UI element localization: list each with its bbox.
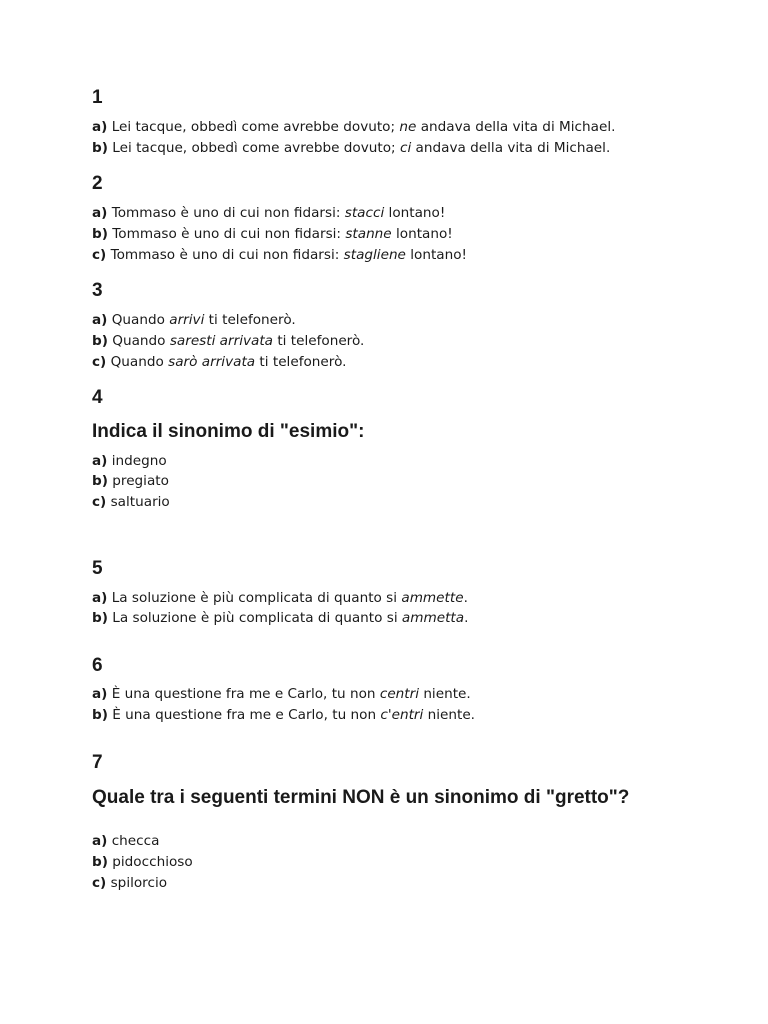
option-letter: b): [92, 473, 108, 489]
option-text-italic: saresti arrivata: [169, 333, 274, 349]
option-letter: c): [92, 875, 107, 891]
question-number: 3: [92, 280, 103, 301]
option-text-italic: centri: [379, 686, 419, 702]
option-c: [92, 492, 170, 512]
option-a: [92, 588, 468, 608]
option-letter: b): [92, 140, 108, 156]
option-letter: b): [92, 854, 108, 870]
option-a: [92, 831, 159, 851]
option-text-before: Tommaso è uno di cui non fidarsi:: [107, 226, 346, 242]
option-text-before: Lei tacque, obbedì come avrebbe dovuto;: [107, 119, 400, 135]
option-b: [92, 331, 364, 351]
option-letter: a): [92, 590, 108, 606]
option-text-italic: ammetta: [401, 610, 465, 626]
question-number: 6: [92, 655, 103, 676]
option-text-italic: ci: [399, 140, 412, 156]
question-number: 1: [92, 87, 103, 108]
option-text-after: ti telefonerò.: [255, 354, 347, 370]
option-a: [92, 684, 471, 704]
option-text-before: Quando: [106, 354, 169, 370]
option-b: [92, 138, 610, 158]
option-text-italic: c'entri: [380, 707, 424, 723]
option-text-after: andava della vita di Michael.: [411, 140, 611, 156]
option-letter: b): [92, 226, 108, 242]
option-text-before: spilorcio: [106, 875, 168, 891]
option-text-after: lontano!: [384, 205, 446, 221]
option-text-italic: stacci: [344, 205, 385, 221]
option-letter: a): [92, 833, 108, 849]
option-letter: a): [92, 119, 108, 135]
question-prompt: Indica il sinonimo di "esimio":: [92, 421, 365, 442]
option-text-after: .: [463, 590, 468, 606]
question-number: 5: [92, 558, 103, 579]
option-text-after: ti telefonerò.: [204, 312, 296, 328]
option-c: [92, 245, 467, 265]
option-text-after: ti telefonerò.: [273, 333, 365, 349]
option-letter: c): [92, 354, 107, 370]
option-letter: a): [92, 205, 108, 221]
option-text-italic: stagliene: [343, 247, 406, 263]
option-text-before: È una questione fra me e Carlo, tu non: [107, 686, 380, 702]
option-text-italic: ne: [399, 119, 417, 135]
option-a: [92, 451, 167, 471]
option-letter: b): [92, 333, 108, 349]
option-text-italic: arrivi: [169, 312, 205, 328]
option-text-after: lontano!: [391, 226, 453, 242]
option-text-after: andava della vita di Michael.: [416, 119, 616, 135]
option-text-before: Tommaso è uno di cui non fidarsi:: [106, 247, 344, 263]
option-text-before: La soluzione è più complicata di quanto si: [107, 610, 402, 626]
option-c: [92, 873, 167, 893]
option-a: [92, 117, 615, 137]
option-letter: a): [92, 686, 108, 702]
option-letter: b): [92, 707, 108, 723]
question-number: 7: [92, 752, 103, 773]
option-b: [92, 608, 468, 628]
option-text-italic: stanne: [345, 226, 392, 242]
option-b: [92, 471, 169, 491]
option-c: [92, 352, 346, 372]
question-number: 4: [92, 387, 103, 408]
option-letter: b): [92, 610, 108, 626]
option-text-before: Quando: [107, 333, 170, 349]
question-number: 2: [92, 173, 103, 194]
option-letter: c): [92, 494, 107, 510]
option-text-after: lontano!: [405, 247, 468, 263]
option-text-italic: sarò arrivata: [168, 354, 256, 370]
option-text-before: saltuario: [106, 494, 170, 510]
option-text-before: È una questione fra me e Carlo, tu non: [107, 707, 381, 723]
option-text-before: Quando: [107, 312, 170, 328]
option-text-before: Lei tacque, obbedì come avrebbe dovuto;: [107, 140, 400, 156]
option-letter: c): [92, 247, 107, 263]
option-letter: a): [92, 312, 108, 328]
option-b: [92, 224, 453, 244]
option-text-before: checca: [107, 833, 160, 849]
option-b: [92, 852, 193, 872]
option-b: [92, 705, 475, 725]
option-text-italic: ammette: [401, 590, 464, 606]
option-a: [92, 310, 296, 330]
option-text-before: pidocchioso: [107, 854, 193, 870]
option-text-after: niente.: [419, 686, 471, 702]
option-text-before: Tommaso è uno di cui non fidarsi:: [107, 205, 345, 221]
option-text-before: indegno: [107, 453, 167, 469]
option-letter: a): [92, 453, 108, 469]
question-prompt: Quale tra i seguenti termini NON è un sinonimo di "gretto"?: [92, 787, 630, 808]
option-a: [92, 203, 445, 223]
option-text-before: pregiato: [107, 473, 169, 489]
option-text-before: La soluzione è più complicata di quanto si: [107, 590, 402, 606]
option-text-after: .: [464, 610, 469, 626]
option-text-after: niente.: [423, 707, 476, 723]
